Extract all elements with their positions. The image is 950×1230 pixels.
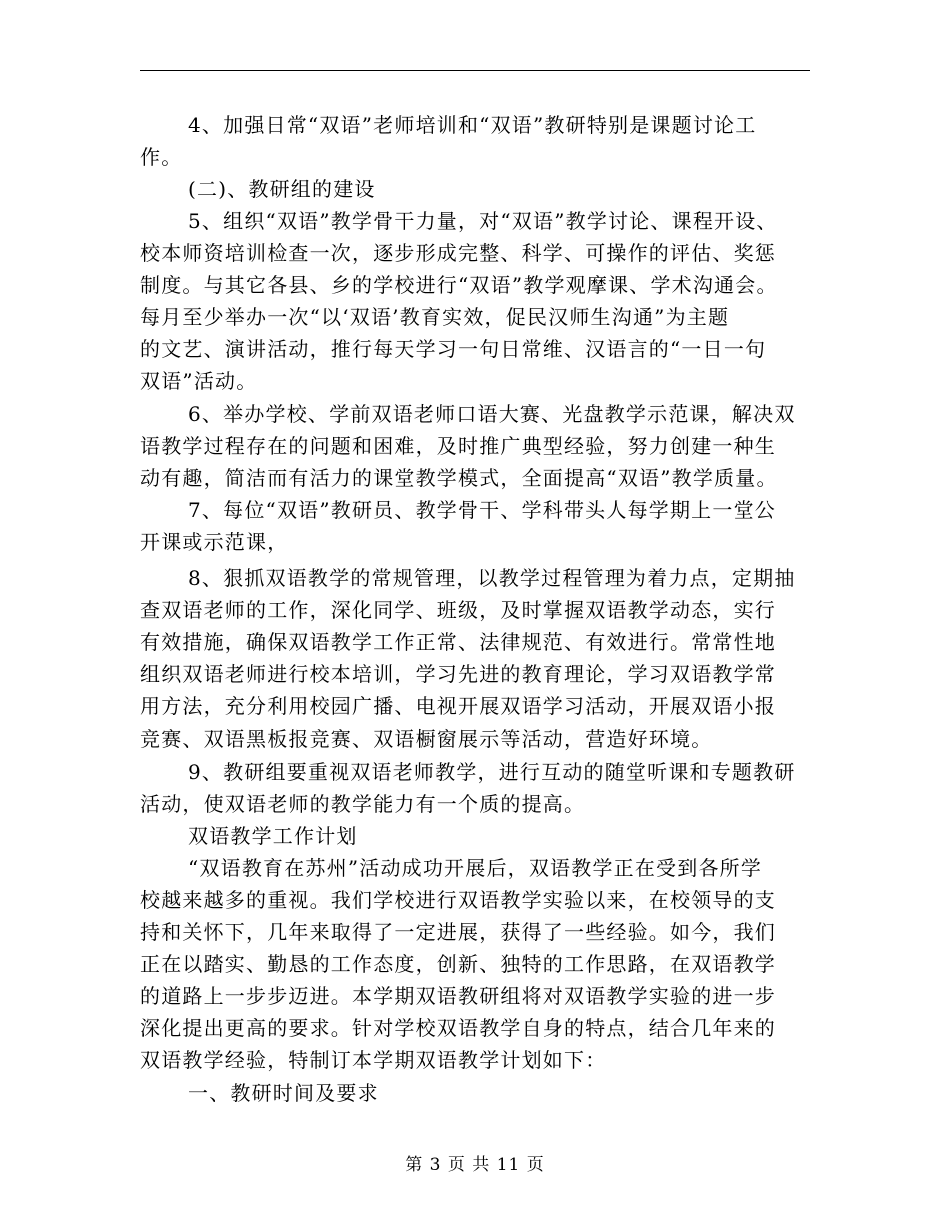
section-heading: 一、教研时间及要求 (188, 1081, 379, 1105)
text-line: 组织双语老师进行校本培训，学习先进的教育理论，学习双语教学常 (140, 662, 776, 686)
text-line: 校越来越多的重视。我们学校进行双语教学实验以来，在校领导的支 (140, 888, 776, 912)
text-line: 有效措施，确保双语教学工作正常、法律规范、有效进行。常常性地 (140, 630, 776, 654)
text-line: 双语教学经验，特制订本学期双语教学计划如下： (140, 1048, 607, 1072)
text-line: 制度。与其它各县、乡的学校进行“双语”教学观摩课、学术沟通会。 (140, 273, 778, 297)
text-line: 动有趣，简洁而有活力的课堂教学模式，全面提高“双语”教学质量。 (140, 466, 778, 490)
text-line: 竞赛、双语黑板报竞赛、双语橱窗展示等活动，营造好环境。 (140, 727, 713, 751)
text-line: 深化提出更高的要求。针对学校双语教学自身的特点，结合几年来的 (140, 1016, 776, 1040)
text-line: 6、举办学校、学前双语老师口语大赛、光盘教学示范课，解决双 (188, 402, 796, 426)
text-line: 用方法，充分利用校园广播、电视开展双语学习活动，开展双语小报 (140, 694, 776, 718)
text-line: 4、加强日常“双语”老师培训和“双语”教研特别是课题讨论工 (188, 113, 757, 137)
text-line: 查双语老师的工作，深化同学、班级，及时掌握双语教学动态，实行 (140, 598, 776, 622)
text-line: 作。 (140, 145, 183, 169)
text-line: 的道路上一步步迈进。本学期双语教研组将对双语教学实验的进一步 (140, 984, 776, 1008)
text-line: 活动，使双语老师的教学能力有一个质的提高。 (140, 792, 586, 816)
text-line: 开课或示范课， (140, 530, 289, 554)
text-line: 持和关怀下，几年来取得了一定进展，获得了一些经验。如今，我们 (140, 920, 776, 944)
section-heading: 双语教学工作计划 (188, 824, 358, 848)
text-line: 9、教研组要重视双语老师教学，进行互动的随堂听课和专题教研 (188, 760, 796, 784)
text-line: 7、每位“双语”教研员、教学骨干、学科带头人每学期上一堂公 (188, 498, 776, 522)
text-line: 5、组织“双语”教学骨干力量，对“双语”教学讨论、课程开设、 (188, 209, 778, 233)
section-heading: (二)、教研组的建设 (188, 177, 376, 201)
page-number: 第 3 页 共 11 页 (405, 1155, 545, 1175)
text-line: 校本师资培训检查一次，逐步形成完整、科学、可操作的评估、奖惩 (140, 241, 776, 265)
text-line: 每月至少举办一次“以‘双语’教育实效，促民汉师生沟通”为主题 (140, 305, 730, 329)
text-line: 8、狠抓双语教学的常规管理，以教学过程管理为着力点，定期抽 (188, 566, 796, 590)
text-line: 的文艺、演讲活动，推行每天学习一句日常维、汉语言的“一日一句 (140, 337, 767, 361)
text-line: 双语”活动。 (140, 369, 258, 393)
text-line: 语教学过程存在的问题和困难，及时推广典型经验，努力创建一种生 (140, 434, 776, 458)
text-line: 正在以踏实、勤恳的工作态度，创新、独特的工作思路，在双语教学 (140, 952, 776, 976)
text-line: “双语教育在苏州”活动成功开展后，双语教学正在受到各所学 (188, 856, 763, 880)
